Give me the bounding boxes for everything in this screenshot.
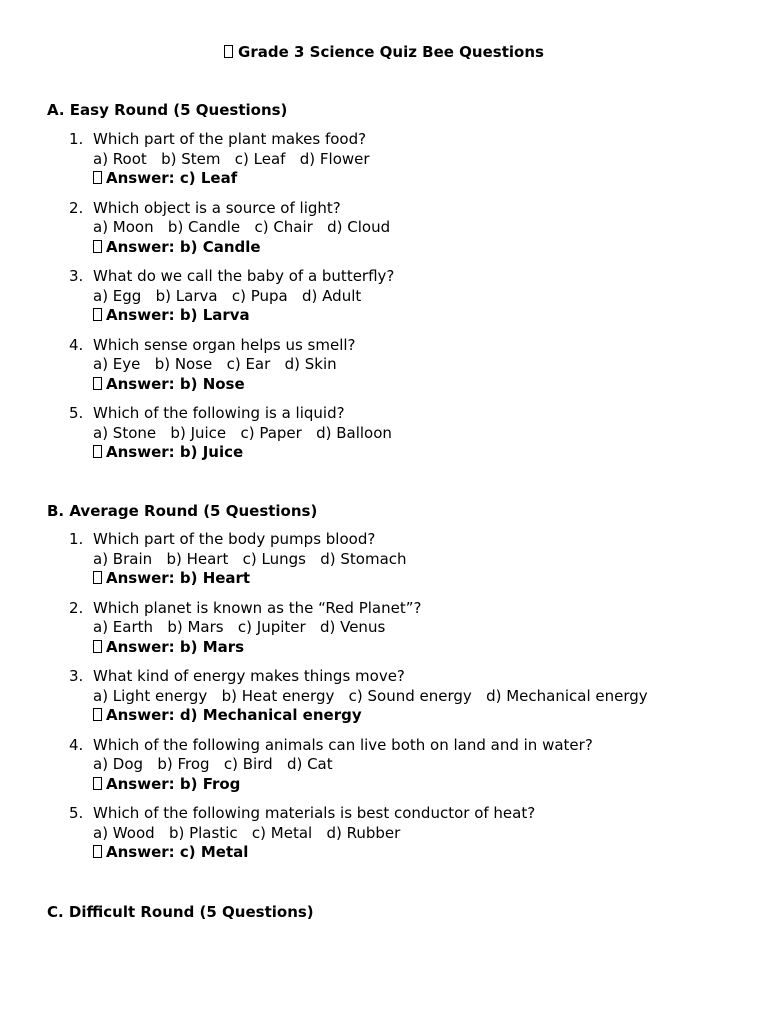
- question-item: [47, 804, 747, 863]
- question-text: What do we call the baby of a butterfly?: [93, 267, 395, 285]
- question-number: 2.: [69, 598, 84, 617]
- answer-line: [93, 638, 747, 658]
- question-number: 2.: [69, 198, 84, 217]
- missing-glyph-icon: [93, 640, 102, 653]
- question-choices: a) Dog b) Frog c) Bird d) Cat: [93, 755, 333, 773]
- section-easy-round: [47, 100, 747, 473]
- question-number: 4.: [69, 335, 84, 354]
- section-average-round: [47, 501, 747, 873]
- question-number: 1.: [69, 530, 84, 548]
- missing-glyph-icon: [224, 45, 233, 58]
- answer-prefix: Answer:: [106, 637, 180, 656]
- answer-prefix: Answer:: [106, 306, 180, 324]
- answer-prefix: Answer:: [106, 374, 180, 393]
- question-choices: a) Moon b) Candle c) Chair d) Cloud: [93, 218, 391, 236]
- question-text: Which of the following materials is best conductor of heat?: [93, 804, 536, 822]
- question-text: What kind of energy makes things move?: [93, 667, 405, 685]
- answer-line: [93, 706, 747, 726]
- question-choices: a) Stone b) Juice c) Paper d) Balloon: [93, 423, 392, 442]
- question-choices: a) Wood b) Plastic c) Metal d) Rubber: [93, 823, 401, 842]
- answer-line: [93, 443, 747, 463]
- document-title: [0, 42, 768, 62]
- answer-line: [93, 569, 747, 589]
- missing-glyph-icon: [93, 571, 102, 584]
- question-number: 5.: [69, 404, 84, 422]
- question-number: 3.: [69, 267, 84, 285]
- answer-prefix: Answer:: [106, 843, 180, 861]
- answer-prefix: Answer:: [106, 237, 180, 256]
- question-item: [47, 336, 747, 395]
- answer-text: b) Candle: [179, 237, 261, 256]
- question-choices: a) Root b) Stem c) Leaf d) Flower: [93, 149, 370, 168]
- answer-line: [93, 843, 747, 863]
- answer-text: b) Frog: [179, 774, 241, 793]
- answer-text: c) Metal: [179, 843, 249, 861]
- question-choices: a) Eye b) Nose c) Ear d) Skin: [93, 355, 337, 373]
- question-choices: a) Brain b) Heart c) Lungs d) Stomach: [93, 549, 407, 568]
- question-list: [47, 530, 747, 863]
- question-item: [47, 267, 747, 326]
- section-heading: A. Easy Round (5 Questions): [47, 101, 288, 119]
- question-number: 4.: [69, 735, 84, 754]
- missing-glyph-icon: [93, 777, 102, 790]
- missing-glyph-icon: [93, 308, 102, 321]
- answer-line: [93, 238, 747, 258]
- question-choices: a) Earth b) Mars c) Jupiter d) Venus: [93, 618, 386, 636]
- answer-text: b) Heart: [179, 569, 251, 587]
- document-title-text: Grade 3 Science Quiz Bee Questions: [238, 43, 544, 61]
- question-number: 1.: [69, 130, 84, 148]
- missing-glyph-icon: [93, 445, 102, 458]
- missing-glyph-icon: [93, 708, 102, 721]
- question-choices: a) Light energy b) Heat energy c) Sound energy d) Mechanical energy: [93, 686, 648, 705]
- question-item: [47, 736, 747, 795]
- question-item: [47, 530, 747, 589]
- missing-glyph-icon: [93, 845, 102, 858]
- question-text: Which object is a source of light?: [93, 198, 341, 217]
- answer-text: b) Larva: [179, 306, 250, 324]
- answer-prefix: Answer:: [106, 443, 180, 461]
- missing-glyph-icon: [93, 171, 102, 184]
- section-difficult-round: [47, 902, 747, 922]
- question-text: Which of the following is a liquid?: [93, 404, 345, 422]
- question-text: Which sense organ helps us smell?: [93, 335, 356, 354]
- question-item: [47, 130, 747, 189]
- answer-line: [93, 169, 747, 189]
- section-heading: C. Difficult Round (5 Questions): [47, 903, 314, 921]
- question-list: [47, 130, 747, 463]
- missing-glyph-icon: [93, 377, 102, 390]
- answer-text: b) Mars: [179, 637, 245, 656]
- question-text: Which part of the plant makes food?: [93, 130, 367, 148]
- answer-line: [93, 375, 747, 395]
- question-item: [47, 599, 747, 658]
- answer-prefix: Answer:: [106, 706, 180, 724]
- answer-prefix: Answer:: [106, 774, 180, 793]
- question-text: Which of the following animals can live both on land and in water?: [93, 735, 593, 754]
- answer-text: b) Nose: [179, 374, 245, 393]
- answer-prefix: Answer:: [106, 569, 180, 587]
- answer-prefix: Answer:: [106, 169, 180, 187]
- missing-glyph-icon: [93, 240, 102, 253]
- answer-text: d) Mechanical energy: [179, 706, 362, 724]
- answer-line: [93, 775, 747, 795]
- question-text: Which part of the body pumps blood?: [93, 530, 376, 548]
- question-choices: a) Egg b) Larva c) Pupa d) Adult: [93, 286, 362, 305]
- answer-text: c) Leaf: [179, 169, 238, 187]
- section-heading: B. Average Round (5 Questions): [47, 502, 318, 520]
- question-item: [47, 667, 747, 726]
- question-number: 5.: [69, 804, 84, 822]
- question-item: [47, 404, 747, 463]
- question-number: 3.: [69, 667, 84, 685]
- question-item: [47, 199, 747, 258]
- answer-line: [93, 306, 747, 326]
- answer-text: b) Juice: [179, 443, 244, 461]
- question-text: Which planet is known as the “Red Planet”?: [93, 598, 422, 617]
